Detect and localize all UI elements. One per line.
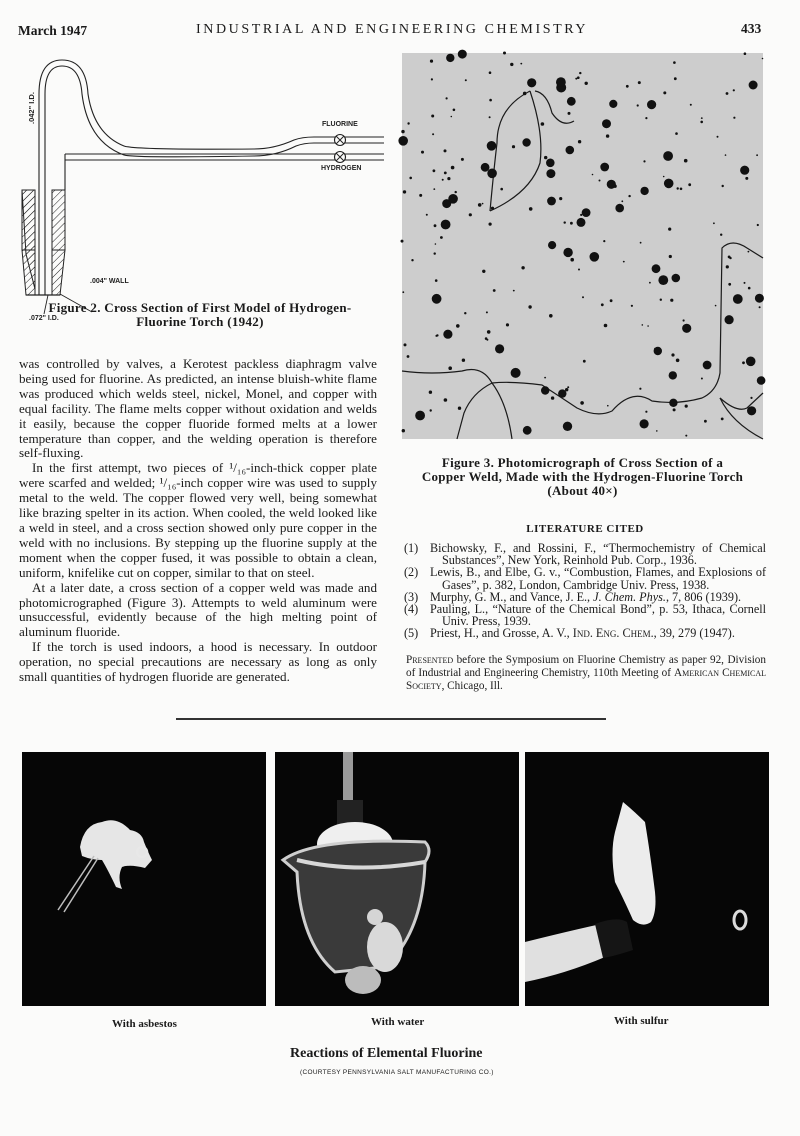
inclusion-dot bbox=[546, 159, 555, 168]
inclusion-dot bbox=[434, 224, 437, 227]
inclusion-dot bbox=[512, 145, 515, 148]
figure-3-caption bbox=[405, 456, 760, 498]
inclusion-dot bbox=[577, 218, 586, 227]
inclusion-dot bbox=[487, 169, 497, 179]
photo-credit: (COURTESY PENNSYLVANIA SALT MANUFACTURING CO.) bbox=[300, 1069, 494, 1076]
inclusion-dot bbox=[556, 77, 566, 87]
inclusion-dot bbox=[647, 100, 656, 109]
inclusion-dot bbox=[684, 159, 688, 163]
inclusion-dot bbox=[486, 311, 488, 313]
inclusion-dot bbox=[713, 222, 715, 224]
inclusion-dot bbox=[433, 169, 436, 172]
inclusion-dot bbox=[750, 397, 752, 399]
hydrogen-valve-icon bbox=[335, 152, 346, 163]
inclusion-dot bbox=[461, 158, 464, 161]
inclusion-dot bbox=[660, 299, 662, 301]
inclusion-dot bbox=[762, 58, 764, 60]
inclusion-dot bbox=[456, 324, 460, 328]
inclusion-dot bbox=[656, 430, 658, 432]
inclusion-dot bbox=[432, 294, 442, 304]
inclusion-dot bbox=[432, 133, 434, 135]
inclusion-dot bbox=[663, 151, 673, 161]
figure-3-caption-line-1: Figure 3. Photomicrograph of Cross Section of a bbox=[441, 455, 724, 470]
inclusion-dot bbox=[580, 222, 583, 225]
torch-tube bbox=[343, 752, 353, 800]
inclusion-dot bbox=[663, 91, 666, 94]
inclusion-dot bbox=[701, 378, 703, 380]
inclusion-dot bbox=[523, 426, 532, 435]
inclusion-dot bbox=[606, 134, 609, 137]
inclusion-dot bbox=[577, 76, 580, 79]
inclusion-dot bbox=[658, 275, 668, 285]
inclusion-dot bbox=[447, 177, 450, 180]
inclusion-dot bbox=[601, 303, 604, 306]
inclusion-dot bbox=[745, 177, 748, 180]
section-divider bbox=[176, 718, 606, 720]
inclusion-dot bbox=[621, 200, 623, 202]
inclusion-dot bbox=[717, 136, 719, 138]
inclusion-dot bbox=[640, 419, 649, 428]
inclusion-dot bbox=[401, 240, 404, 243]
paragraph: At a later date, a cross section of a copper weld was made and photomicrographed (Figure 3). Attempts to weld aluminum were unsuccessful, evidently because of the high melting point of aluminum fluoride. bbox=[19, 579, 377, 640]
inclusion-dot bbox=[677, 187, 679, 189]
inclusion-dot bbox=[676, 359, 680, 363]
inclusion-dot bbox=[668, 228, 671, 231]
inclusion-dot bbox=[430, 409, 432, 411]
inclusion-dot bbox=[602, 119, 611, 128]
inclusion-dot bbox=[673, 61, 676, 64]
photo-with-sulfur bbox=[525, 752, 769, 1006]
inclusion-dot bbox=[680, 188, 683, 191]
fluorine-tube-outer bbox=[39, 60, 384, 149]
inclusion-dot bbox=[728, 283, 731, 286]
inclusion-dot bbox=[511, 368, 521, 378]
inclusion-dot bbox=[513, 290, 515, 292]
inclusion-dot bbox=[575, 78, 577, 80]
fluorine-tube-inner bbox=[45, 66, 384, 157]
inclusion-dot bbox=[549, 314, 553, 318]
inclusion-dot bbox=[451, 166, 455, 170]
inclusion-dot bbox=[478, 203, 482, 207]
journal-title: INDUSTRIAL AND ENGINEERING CHEMISTRY bbox=[196, 22, 589, 37]
body-text-column bbox=[19, 357, 377, 685]
inclusion-dot bbox=[669, 255, 672, 258]
inclusion-dot bbox=[733, 294, 743, 304]
inclusion-dot bbox=[566, 146, 575, 155]
photo-with-water bbox=[275, 752, 519, 1006]
inclusion-dot bbox=[442, 179, 444, 181]
inclusion-dot bbox=[604, 324, 608, 328]
inclusion-dot bbox=[444, 149, 447, 152]
photos-title: Reactions of Elemental Fluorine bbox=[290, 1046, 483, 1061]
inclusion-dot bbox=[580, 401, 584, 405]
inclusion-dot bbox=[546, 169, 555, 178]
inclusion-dot bbox=[547, 197, 556, 206]
inclusion-dot bbox=[749, 81, 758, 90]
inclusion-dot bbox=[742, 361, 745, 364]
label-fluorine: FLUORINE bbox=[322, 121, 358, 128]
inclusion-dot bbox=[715, 305, 717, 307]
inclusion-dot bbox=[607, 405, 609, 407]
inclusion-dot bbox=[522, 138, 530, 146]
inclusion-dot bbox=[578, 269, 580, 271]
inclusion-dot bbox=[419, 194, 422, 197]
inclusion-dot bbox=[407, 355, 410, 358]
inclusion-dot bbox=[431, 115, 434, 118]
inclusion-dot bbox=[568, 112, 571, 115]
inclusion-dot bbox=[441, 220, 451, 230]
inclusion-dot bbox=[683, 319, 685, 321]
inclusion-dot bbox=[421, 151, 424, 154]
inclusion-dot bbox=[558, 389, 566, 397]
inclusion-dot bbox=[482, 270, 485, 273]
inclusion-dot bbox=[563, 248, 572, 257]
inclusion-dot bbox=[607, 180, 616, 189]
inclusion-dot bbox=[600, 163, 609, 172]
inclusion-dot bbox=[520, 63, 522, 65]
inclusion-dot bbox=[685, 435, 687, 437]
inclusion-dot bbox=[495, 344, 504, 353]
inclusion-dot bbox=[409, 177, 412, 180]
inclusion-dot bbox=[582, 208, 591, 217]
inclusion-dot bbox=[670, 299, 673, 302]
inclusion-dot bbox=[747, 406, 756, 415]
inclusion-dot bbox=[690, 104, 692, 106]
figure-2-caption bbox=[20, 301, 380, 329]
inclusion-dot bbox=[563, 422, 572, 431]
inclusion-dot bbox=[448, 194, 458, 204]
reference-item: (3) Murphy, G. M., and Vance, J. E., J. Chem. Phys., 7, 806 (1939). bbox=[404, 589, 742, 604]
figure-3-caption-line-3: (About 40×) bbox=[547, 483, 618, 498]
inclusion-dot bbox=[755, 294, 764, 303]
label-inner-id: .042" I.D. bbox=[27, 92, 36, 124]
inclusion-dot bbox=[639, 388, 641, 390]
inclusion-dot bbox=[487, 141, 497, 151]
inclusion-dot bbox=[631, 305, 633, 307]
inclusion-dot bbox=[446, 97, 448, 99]
paragraph: In the first attempt, two pieces of ¹/₁₆-inch-thick copper plate were scarfed and welded; ¹/₁₆-inch copper wire was used to supply metal to the weld. The copper flowed very well, being somewhat like brazing spelter in its action. When cooled, the weld looked like a weld in steel, and a cross section showed only pure copper in the weld with no inclusions. By stepping up the fluorine supply at the moment when the copper fused, it was possible to obtain a clean, uniform, knifelike cut on copper, similar to that on steel. bbox=[19, 460, 377, 580]
inclusion-dot bbox=[664, 179, 674, 189]
reference-list bbox=[404, 542, 766, 640]
inclusion-dot bbox=[643, 160, 645, 162]
inclusion-dot bbox=[398, 136, 408, 146]
inclusion-dot bbox=[640, 242, 642, 244]
inclusion-dot bbox=[411, 259, 413, 261]
inclusion-dot bbox=[603, 240, 605, 242]
inclusion-dot bbox=[701, 117, 703, 119]
inclusion-dot bbox=[640, 187, 648, 195]
inclusion-dot bbox=[541, 386, 549, 394]
inclusion-dot bbox=[521, 266, 524, 269]
inclusion-dot bbox=[541, 122, 545, 126]
inclusion-dot bbox=[757, 224, 759, 226]
inclusion-dot bbox=[757, 376, 766, 385]
inclusion-dot bbox=[642, 324, 644, 326]
inclusion-dot bbox=[401, 130, 404, 133]
inclusion-dot bbox=[609, 100, 617, 108]
inclusion-dot bbox=[645, 411, 647, 413]
paragraph: If the torch is used indoors, a hood is necessary. In outdoor operation, no special precautions are necessary as long as only small quantities of hydrogen fluoride are generated. bbox=[19, 639, 377, 685]
inclusion-dot bbox=[564, 221, 566, 223]
inclusion-dot bbox=[748, 287, 751, 290]
inclusion-dot bbox=[458, 50, 467, 59]
nozzle-left-taper bbox=[22, 250, 35, 295]
inclusion-dot bbox=[703, 361, 712, 370]
inclusion-dot bbox=[647, 325, 649, 327]
inclusion-dot bbox=[403, 190, 406, 193]
inclusion-dot bbox=[599, 180, 601, 182]
inclusion-dot bbox=[585, 82, 588, 85]
inclusion-dot bbox=[567, 97, 576, 106]
reference-item: (1) Bichowsky, F., and Rossini, F., “Thermochemistry of Chemical Substances”, New York, Reinhold Pub. Corp., 1936. bbox=[404, 541, 766, 568]
inclusion-dot bbox=[615, 204, 624, 213]
inclusion-dot bbox=[489, 116, 491, 118]
inclusion-dot bbox=[430, 60, 433, 63]
inclusion-dot bbox=[489, 99, 492, 102]
inclusion-dot bbox=[704, 420, 707, 423]
label-hydrogen: HYDROGEN bbox=[321, 165, 362, 172]
page-number: 433 bbox=[741, 21, 762, 36]
inclusion-dot bbox=[726, 92, 729, 95]
inclusion-dot bbox=[652, 264, 661, 273]
inclusion-dot bbox=[645, 117, 647, 119]
inclusion-dot bbox=[570, 222, 573, 225]
inclusion-dot bbox=[721, 418, 724, 421]
inclusion-dot bbox=[628, 195, 630, 197]
inclusion-dot bbox=[654, 347, 662, 355]
inclusion-dot bbox=[464, 312, 466, 314]
inclusion-dot bbox=[725, 315, 734, 324]
inclusion-dot bbox=[510, 63, 513, 66]
inclusion-dot bbox=[431, 78, 433, 80]
inclusion-dot bbox=[649, 282, 651, 284]
inclusion-dot bbox=[700, 121, 703, 124]
inclusion-dot bbox=[462, 359, 465, 362]
inclusion-dot bbox=[675, 132, 678, 135]
inclusion-dot bbox=[491, 207, 494, 210]
inclusion-dot bbox=[444, 172, 447, 175]
inclusion-dot bbox=[582, 296, 584, 298]
inclusion-dot bbox=[583, 360, 586, 363]
inclusion-dot bbox=[487, 330, 491, 334]
inclusion-dot bbox=[500, 188, 503, 191]
inclusion-dot bbox=[638, 81, 641, 84]
inclusion-dot bbox=[433, 188, 435, 190]
photo-caption: With asbestos bbox=[112, 1018, 177, 1030]
paragraph: was controlled by valves, a Kerotest packless diaphragm valve being used for fluorine. As predicted, an intense bluish-white flame was produced which welds steel, nickel, Monel, and copper with equal facility. The flame melts copper without oxidation and welds it easily, because the copper fluoride formed melts at a lower temperature than copper, and the welding operation is therefore self-fluxing. bbox=[19, 356, 377, 461]
inclusion-dot bbox=[759, 306, 761, 308]
inclusion-dot bbox=[756, 154, 758, 156]
inclusion-dot bbox=[688, 183, 691, 186]
inclusion-dot bbox=[746, 357, 756, 367]
journal-name: J. Chem. Phys. bbox=[593, 589, 666, 604]
inclusion-dot bbox=[503, 52, 506, 55]
inclusion-dot bbox=[402, 429, 405, 432]
inclusion-dot bbox=[443, 330, 452, 339]
inclusion-dot bbox=[485, 337, 488, 340]
inclusion-dot bbox=[469, 213, 472, 216]
inclusion-dot bbox=[607, 165, 609, 167]
nozzle-left-hatch bbox=[22, 190, 35, 250]
inclusion-dot bbox=[551, 396, 554, 399]
reference-item: (5) Priest, H., and Grosse, A. V., Ind. Eng. Chem., 39, 279 (1947). bbox=[404, 626, 735, 641]
inclusion-dot bbox=[523, 92, 527, 96]
inclusion-dot bbox=[726, 265, 729, 268]
inclusion-dot bbox=[720, 234, 722, 236]
inclusion-dot bbox=[404, 343, 407, 346]
inclusion-dot bbox=[669, 399, 677, 407]
inclusion-dot bbox=[448, 366, 452, 370]
inclusion-dot bbox=[446, 54, 454, 62]
inclusion-dot bbox=[733, 117, 735, 119]
inclusion-dot bbox=[570, 258, 574, 262]
inclusion-dot bbox=[426, 214, 428, 216]
inclusion-dot bbox=[444, 398, 448, 402]
inclusion-dot bbox=[548, 241, 556, 249]
inclusion-dot bbox=[559, 197, 562, 200]
inclusion-dot bbox=[544, 377, 546, 379]
inclusion-dot bbox=[748, 251, 750, 253]
figure-3-caption-line-2: Copper Weld, Made with the Hydrogen-Fluorine Torch bbox=[421, 469, 744, 484]
inclusion-dot bbox=[578, 140, 581, 143]
nozzle-right-taper bbox=[52, 250, 65, 295]
label-wall: .004" WALL bbox=[90, 278, 129, 285]
inclusion-dot bbox=[465, 79, 467, 81]
photo-caption: With sulfur bbox=[614, 1015, 669, 1027]
inclusion-dot bbox=[744, 52, 747, 55]
inclusion-dot bbox=[637, 104, 639, 106]
inclusion-dot bbox=[740, 166, 749, 175]
inclusion-dot bbox=[489, 223, 492, 226]
inclusion-dot bbox=[623, 261, 625, 263]
inclusion-dot bbox=[722, 185, 724, 187]
inclusion-dot bbox=[592, 174, 594, 176]
inclusion-dot bbox=[440, 236, 443, 239]
inclusion-dot bbox=[567, 386, 569, 388]
presented-note: Presented before the Symposium on Fluorine Chemistry as paper 92, Division of Industrial and Engineering Chemistry, 110th Meeting of American Chemical Society, Chicago, Ill. bbox=[406, 654, 766, 692]
inclusion-dot bbox=[435, 243, 437, 245]
inclusion-dot bbox=[579, 72, 581, 74]
inclusion-dot bbox=[725, 154, 727, 156]
figure-2-caption-line-2: Fluorine Torch (1942) bbox=[136, 314, 264, 329]
inclusion-dot bbox=[671, 353, 674, 356]
photo-caption: With water bbox=[371, 1016, 425, 1028]
inclusion-dot bbox=[663, 176, 665, 178]
inclusion-dot bbox=[672, 274, 681, 283]
issue-date: March 1947 bbox=[18, 23, 88, 38]
journal-name: Ind. Eng. Chem. bbox=[572, 626, 654, 641]
figure-2-caption-line-1: Figure 2. Cross Section of First Model of Hydrogen- bbox=[48, 300, 352, 315]
inclusion-dot bbox=[673, 408, 676, 411]
inclusion-dot bbox=[489, 71, 492, 74]
inclusion-dot bbox=[669, 371, 677, 379]
inclusion-dot bbox=[482, 203, 484, 205]
photo-with-asbestos bbox=[22, 752, 266, 1006]
inclusion-dot bbox=[434, 252, 436, 254]
inclusion-dot bbox=[506, 323, 509, 326]
inclusion-dot bbox=[674, 77, 677, 80]
reference-item: (4) Pauling, L., “Nature of the Chemical Bond”, p. 53, Ithaca, Cornell Univ. Press, 1939. bbox=[404, 602, 766, 629]
inclusion-dot bbox=[458, 407, 461, 410]
inclusion-dot bbox=[493, 289, 496, 292]
nozzle-right-hatch bbox=[52, 190, 65, 250]
inclusion-dot bbox=[483, 168, 486, 171]
inclusion-dot bbox=[580, 214, 582, 216]
label-outer-id: .072" I.D. bbox=[29, 315, 59, 322]
inclusion-dot bbox=[435, 279, 438, 282]
inclusion-dot bbox=[407, 122, 409, 124]
inclusion-dot bbox=[453, 109, 456, 112]
inclusion-dot bbox=[610, 299, 613, 302]
inclusion-dot bbox=[565, 388, 568, 391]
inclusion-dot bbox=[415, 411, 425, 421]
inclusion-dot bbox=[744, 282, 746, 284]
inclusion-dot bbox=[528, 305, 531, 308]
inclusion-dot bbox=[626, 85, 629, 88]
inclusion-dot bbox=[544, 156, 547, 159]
inclusion-dot bbox=[455, 191, 457, 193]
inclusion-dot bbox=[527, 78, 536, 87]
figure-3-photomicrograph bbox=[402, 53, 763, 439]
fluorine-valve-icon bbox=[335, 135, 346, 146]
inclusion-dot bbox=[685, 405, 688, 408]
inclusion-dot bbox=[590, 252, 600, 262]
inclusion-dot bbox=[682, 324, 691, 333]
inclusion-dot bbox=[402, 291, 404, 293]
inclusion-dot bbox=[429, 391, 432, 394]
inclusion-dot bbox=[729, 257, 731, 259]
inclusion-dot bbox=[733, 89, 735, 91]
inclusion-dot bbox=[529, 207, 533, 211]
inclusion-dot bbox=[451, 116, 453, 118]
reference-item: (2) Lewis, B., and Elbe, G. v., “Combustion, Flames, and Explosions of Gases”, p. 382, London, Cambridge Univ. Press, 1938. bbox=[404, 565, 766, 592]
inclusion-dot bbox=[436, 334, 438, 336]
literature-cited-heading: LITERATURE CITED bbox=[526, 523, 644, 535]
